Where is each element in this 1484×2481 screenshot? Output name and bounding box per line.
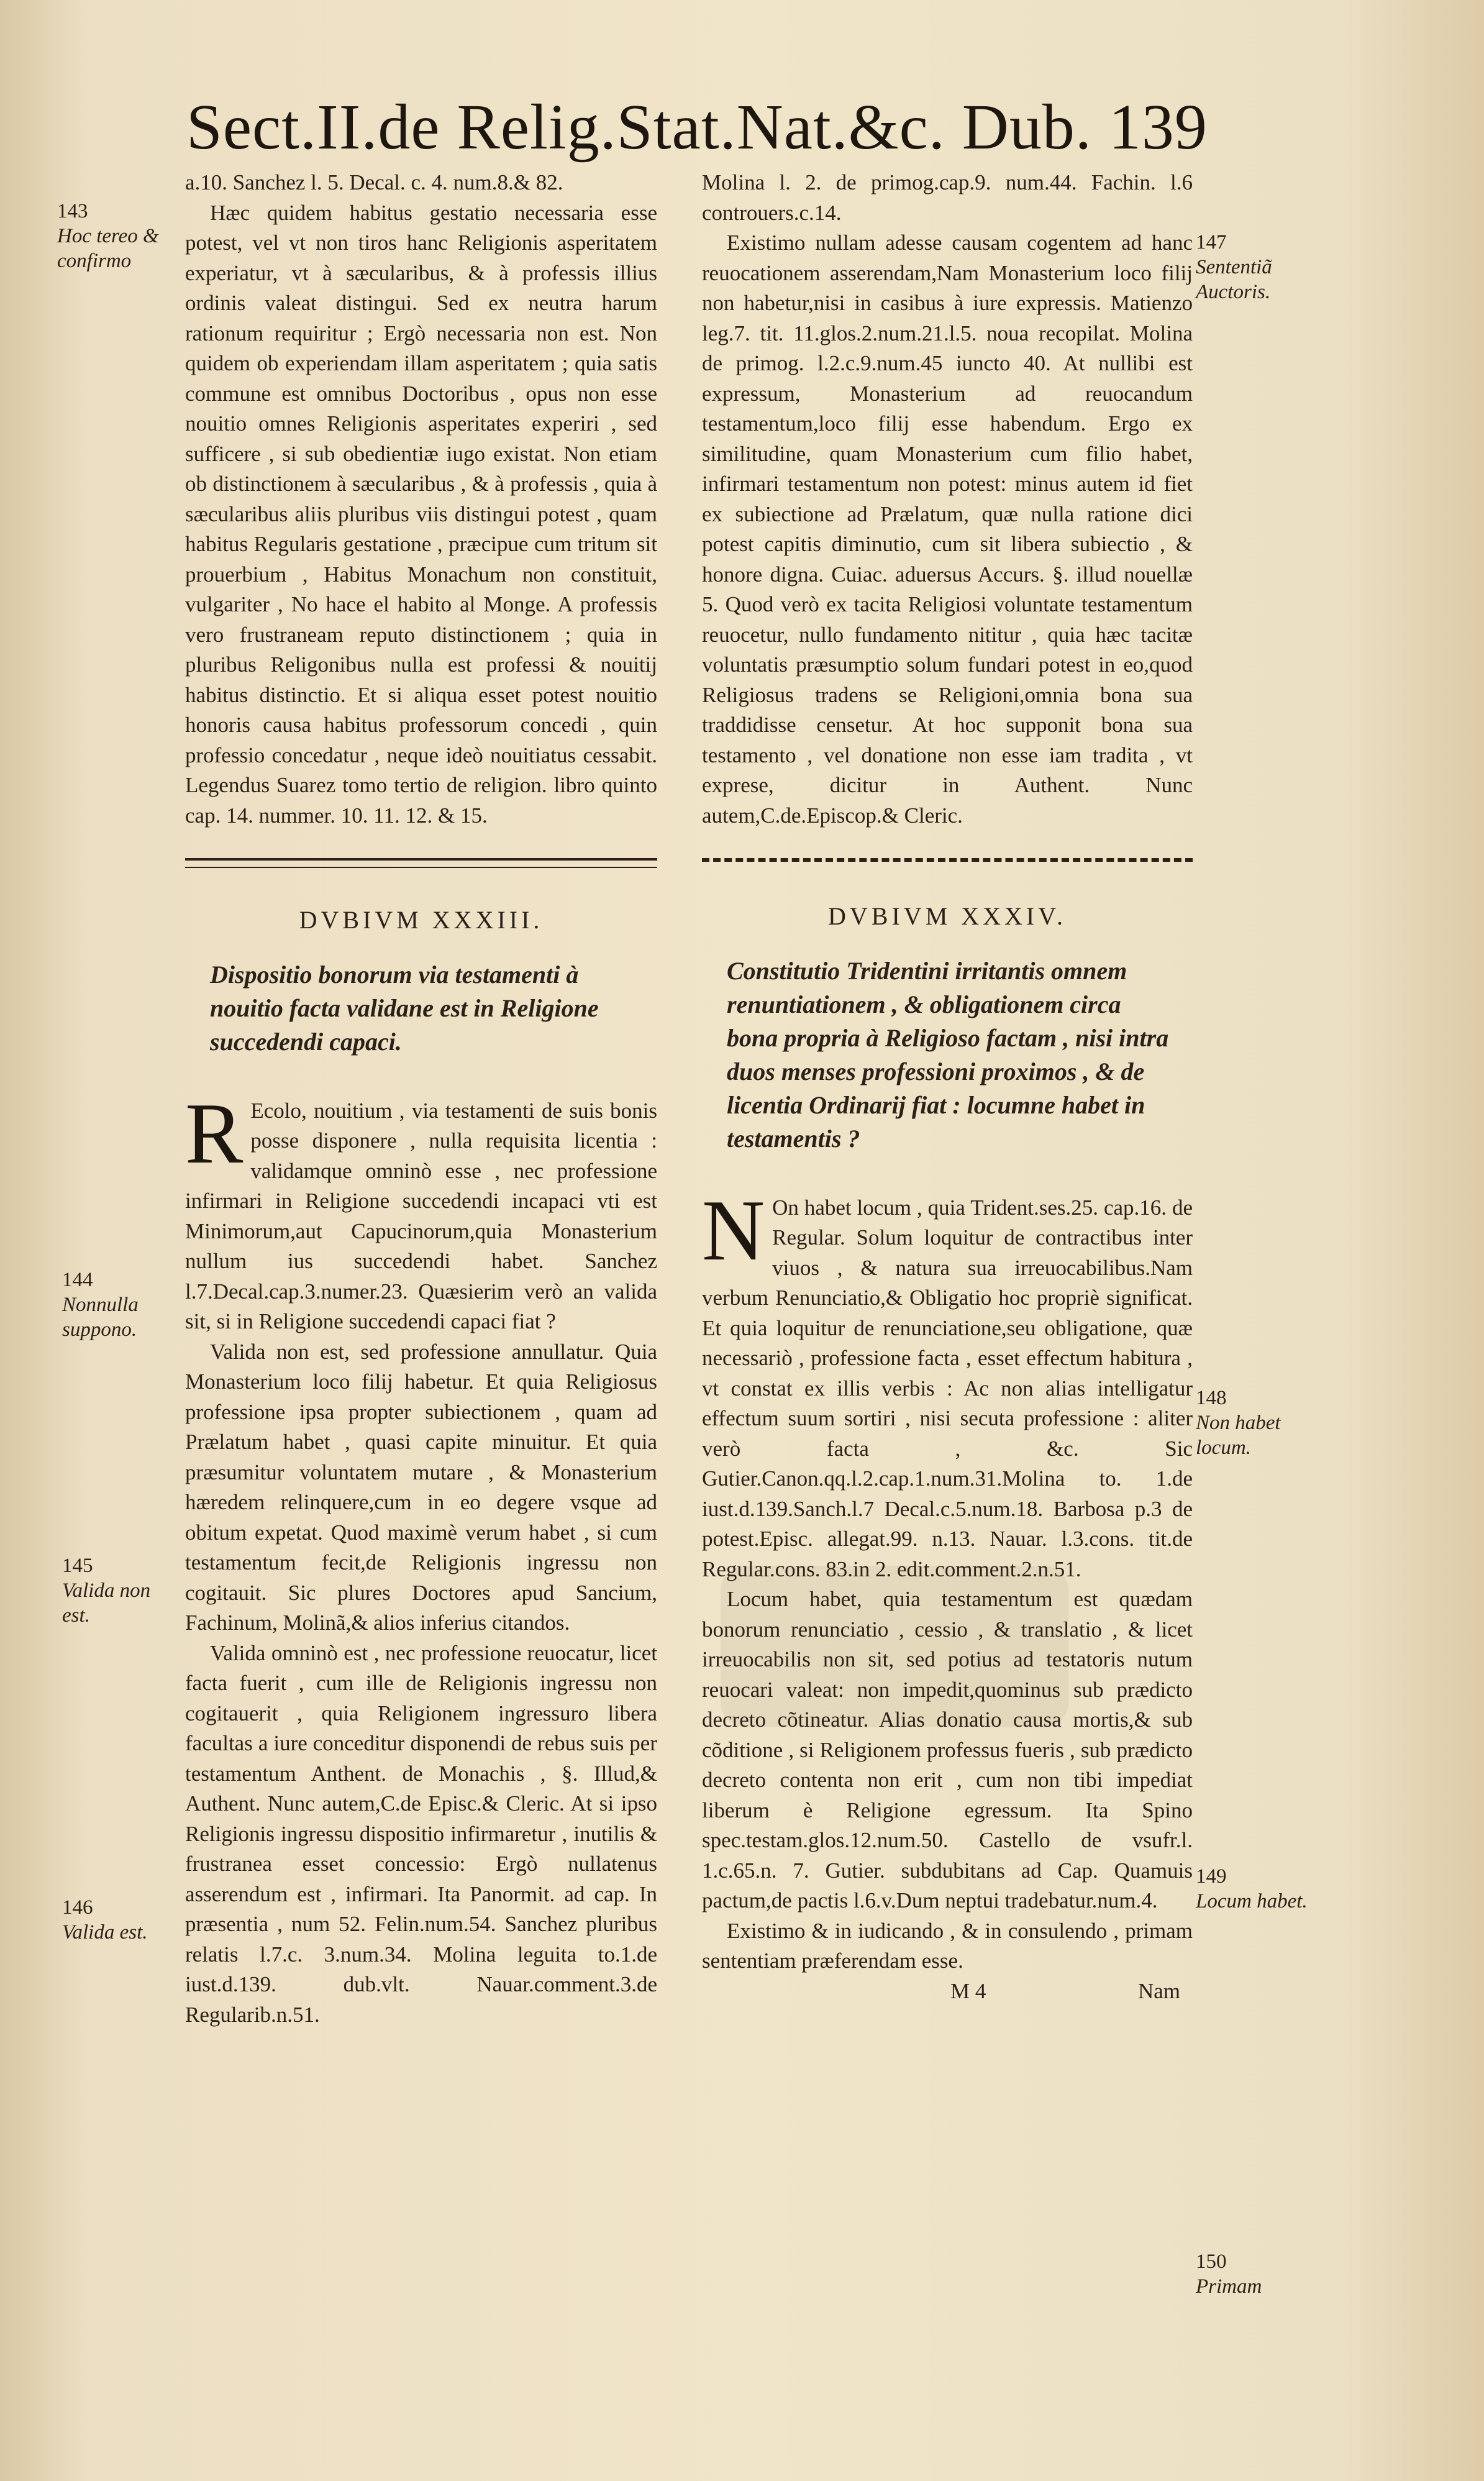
question-title: Constitutio Tridentini irritantis omnem renuntiationem , & obligationem circa bona propria à Religioso factam , nisi intra duos menses professioni proximos , & de licentia Ordinarij fiat : locumne habet in testamentis ? <box>727 956 1169 1153</box>
right-column <box>702 168 1193 2006</box>
margin-note-146: 146 Valida est. <box>62 1896 148 1944</box>
dubium-heading: DVBIVM XXXIII. <box>299 906 544 934</box>
right-paragraph-150: Existimo & in iudicando , & in consulendo , primam sententiam præferendam esse. <box>702 1918 1193 1973</box>
question-title: Dispositio bonorum via testamenti à nouitio facta validane est in Religione succedendi capaci. <box>210 960 599 1056</box>
margin-note-149: 149 Locum habet. <box>1196 1865 1308 1912</box>
right-citation: Molina l. 2. de primog.cap.9. num.44. Fachin. l.6 controuers.c.14. <box>702 170 1193 225</box>
drop-cap: R <box>185 1085 244 1182</box>
margin-note-147: 147 Sententiã Auctoris. <box>1196 231 1272 303</box>
margin-note-148: 148 Non habet locum. <box>1196 1387 1281 1459</box>
running-header: Sect.II.de Relig.Stat.Nat.&c. Dub. 139 <box>186 91 1208 163</box>
signature-mark: M 4 <box>950 1978 986 2003</box>
right-paragraph-147: Existimo nullam adesse causam cogentem ad hanc reuocationem asserendam,Nam Monasterium loco filij non habetur,nisi in casibus à iure expressis. Matienzo leg.7. tit. 11.glos.2.num.21.l.5. noua recopilat. Molina de primog. l.2.c.9.num.45 iuncto 40. At nullibi est expressum, Monasterium ad reuocandum testamentum,loco filij esse habendum. Ergo ex similitudine, quam Monasterium cum filio habet, infirmari testamentum non potest: minus autem id fiet ex subiectione ad Prælatum, quæ nulla ratione dici potest capitis diminutio, cum sit libera subiectio , & honore digna. Cuiac. aduersus Accurs. §. illud nouellæ 5. Quod verò ex tacita Religiosi voluntate testamentum reuocetur, nullo fundamento nititur , quia hæc tacitæ voluntatis præsumptio solum fundari potest in eo,quod Religiosus tradens se Religioni,omnia bona sua traddidisse censetur. At hoc supponit bona sua testamento , vel donatione non esse iam tradita , vt exprese, dicitur in Authent. Nunc autem,C.de.Episcop.& Cleric. <box>702 231 1193 828</box>
right-paragraph-148: N On habet locum , quia Trident.ses.25. cap.16. de Regular. Solum loquitur de contractibus inter viuos , & natura sua irreuocabilibus.Nam verbum Renunciatio,& Obligatio hoc propriè significat. Et quia loquitur de renunciatione,seu obligatione, quæ necessariò , professione facta , esset effectum habitura , vt constat ex illis verbis : Ac non alias intelligatur effectum suum sortiri , nisi secuta professione : aliter verò facta , &c. Sic Gutier.Canon.qq.l.2.cap.1.num.31.Molina to. 1.de iust.d.139.Sanch.l.7 Decal.c.5.num.18. Barbosa p.3 de potest.Episc. allegat.99. n.13. Nauar. l.3.cons. tit.de Regular.cons. 83.in 2. edit.comment.2.n.51. <box>702 1182 1193 1581</box>
drop-cap: N <box>702 1182 765 1279</box>
section-divider <box>185 858 657 868</box>
section-divider <box>702 858 1193 864</box>
left-citation: a.10. Sanchez l. 5. Decal. c. 4. num.8.& 82. <box>185 170 563 194</box>
catchword: Nam <box>1137 1978 1180 2003</box>
left-paragraph-146: Valida omninò est , nec professione reuocatur, licet facta fuerit , cum ille de Religionis ingressu non cogitauerit , quia Religionem ingressuro libera facultas a iure conceditur disponendi de rebus suis per testamentum Anthent. de Monachis , §. Illud,& Authent. Nunc autem,C.de Episc.& Cleric. At si ipso Religionis ingressu dispositio infirmaretur , inutilis & frustranea esset concessio: Ergò nullatenus asserendum est , infirmari. Ita Panormit. ad cap. In præsentia , num 52. Felin.num.54. Sanchez pluribus relatis l.7.c. 3.num.34. Molina leguita to.1.de iust.d.139. dub.vlt. Nauar.comment.3.de Regularib.n.51. <box>185 1640 657 2027</box>
left-paragraph-144: R Ecolo, nouitium , via testamenti de suis bonis posse disponere , nulla requisita licentia : validamque omninò esse , nec professione infirmari in Religione succedendi incapaci vti est Minimorum,aut Capucinorum,quia Monasterium nullum ius succedendi habet. Sanchez l.7.Decal.cap.3.numer.23. Quæsierim verò an valida sit, si in Religione succedendi capaci fiat ? <box>185 1085 657 1333</box>
page-footer <box>702 1976 1193 2007</box>
margin-note-143: 143 Hoc tereo & confirmo <box>57 200 159 272</box>
left-column <box>185 168 657 2030</box>
margin-note-144: 144 Nonnulla suppono. <box>62 1269 139 1341</box>
margin-note-145: 145 Valida non est. <box>62 1555 151 1627</box>
right-paragraph-149: Locum habet, quia testamentum est quædam bonorum renunciatio , cessio , & translatio , & licet irreuocabilis non sit, sed potius ad testatoris nutum reuocari valeat: non impedit,quominus sub prædicto decreto cõtineatur. Alias donatio causa mortis,& sub cõditione , si Religionem professus fueris , sub prædicto decreto contenta non erit , cum non tibi impediat liberum è Religione egressum. Ita Spino spec.testam.glos.12.num.50. Castello de vsufr.l. 1.c.65.n. 7. Gutier. subdubitans ad Cap. Quamuis pactum,de pactis l.6.v.Dum neptui tradebatur.num.4. <box>702 1587 1193 1912</box>
dubium-heading: DVBIVM XXXIV. <box>828 902 1067 930</box>
left-paragraph-143: Hæc quidem habitus gestatio necessaria esse potest, vel vt non tiros hanc Religionis asperitatem experiatur, vt à sæcularibus, & à professis illius ordinis valeat distingui. Sed ex neutra harum rationum requiritur ; Ergò necessaria non est. Non quidem ob experiendam illam asperitatem ; quia satis commune est omnibus Doctoribus , opus non esse nouitio omnes Religionis asperitates experiri , sed sufficere , si sub obedientiæ iugo existat. Non etiam ob distinctionem à sæcularibus , & à professis , quia à sæcularibus aliis pluribus viis distingui potest , quam habitus Regularis gestatione , præcipue cum tritum sit prouerbium , Habitus Monachum non constituit, vulgariter , No hace el habito al Monge. A professis vero frustraneam reputo distinctionem ; quia in pluribus Religonibus nulla est professi & nouitij habitus distinctio. Et si aliqua esset potest nouitio honoris causa habitus professorum concedi , quin professio concedatur , neque ideò nouitiatus cessabit. Legendus Suarez tomo tertio de religion. libro quinto cap. 14. nummer. 10. 11. 12. & 15. <box>185 200 657 828</box>
margin-note-150: 150 Primam <box>1196 2250 1262 2298</box>
left-paragraph-145: Valida non est, sed professione annullatur. Quia Monasterium loco filij habetur. Et quia Religiosus professione ipsa propter subiectionem , quam ad Prælatum habet , quasi capite minuitur. Et quia præsumitur voluntatem mutare , & Monasterium hæredem relinquere,cum in eo degere vsque ad obitum expetat. Quod maximè verum habet , si cum testamentum fecit,de Religionis ingressu non cogitauit. Sic plures Doctores apud Sancium, Fachinum, Molinã,& alios inferius citandos. <box>185 1339 657 1635</box>
